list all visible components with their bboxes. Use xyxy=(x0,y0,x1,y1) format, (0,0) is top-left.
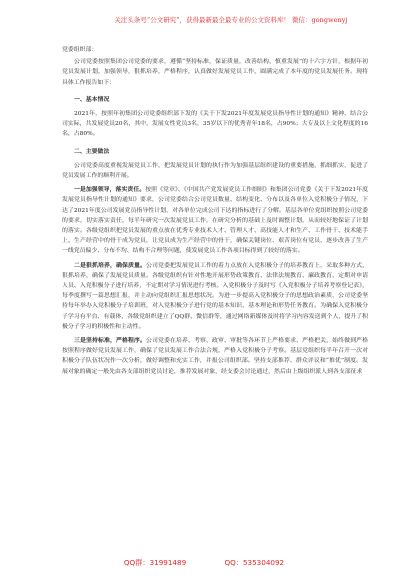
paragraph-leadership-body: 按照《党章》、《中国共产党发展党员工作细则》和集团公司党委《关于下发2021年度发展党员指导性计划的通知》要求，公司党委结合公司党员数量、结构变化、分布以及各单位入党积极分子情况，下达了2021年度公司发展党员指导性计划，对各单位完成公司下达的指标进行了分解。基层各单位党组织按照公司党委的要求，切实落实责任，每半年研究一次发展党员工作，在研究分析的基础上及时调整计划，从而较好地保证了计划的落实。各级党组织把党员发展的重点放在优秀专业技术人才、管理人才、高技能人才和生产、工作骨干、技术能手上，生产经营中的骨干成为党员，让党员成为生产经营中的骨干，确保关键岗位、艰苦岗位有党员，逐步改善了生产一线党员偏少、分布不均、结构不合理等问题，使发展党员工作各项目标得到了较好的落实。 xyxy=(62,187,369,255)
paragraph-standards-lead: 三是坚持标准，严格程序。 xyxy=(74,337,147,345)
section-2-intro: 公司党委高度重视发展党员工作，把发展党员计划的执行作为加强基层组织建设的重要措施，抓细抓实，促进了党员发展工作的顺利开展。 xyxy=(62,162,368,180)
section-1-heading: 一、基本情况 xyxy=(74,95,110,103)
paragraph-standards xyxy=(62,336,368,377)
footer-qq-number: QQ：535304092 xyxy=(224,558,285,567)
paragraph-training-lead: 二是狠抓培养，确保质量。 xyxy=(74,261,147,269)
paragraph-training-body: 公司党委把发展党员工作的着力点放在入党积极分子的培养教育上，采取多种方式，狠抓培养，确保了发展党员质量。各级党组织有针对性地开展形势政策教育、法律法规教育、廉政教育，定期对申请人员、入党积极分子进行培养，不定期对学习情况进行考核。入党积极分子及时写《入党积极分子培养考察登记表》，每季度撰写一篇思想汇报，并主动向党组织汇报思想状况。为进一步提高入党积极分子的思想政治素质，公司党委坚持每年举办入党积极分子培训班，对入党积极分子进行党的基本知识、基本理论和形势任务教育。为确保入党积极分子学习有平台、有载体，各级党组织建立了QQ群、微信群等，通过网络新媒体及时将学习内容发送到个人，提升了积极分子学习的积极性和主动性。 xyxy=(62,262,369,330)
intro-paragraph: 公司党委按照集团公司党委的要求，遵循“坚持标准，保证质量，改善结构，慎重发展”的十六字方针，根据年初党员发展计划，加强领导，狠抓培养，严格程序，认真做好发展党员工作，圆满完成了本年度的党员发展任务。现将具体工作报告如下： xyxy=(62,59,368,86)
footer-contact xyxy=(0,557,408,569)
paragraph-training xyxy=(62,261,368,332)
document-body xyxy=(62,45,368,377)
paragraph-standards-body: 公司党委在培养、考察、政审、审批等各环节上严格要求、严格把关，始终做到严格按照程序做好党员发展工作，确保了党员发展工作合法合规，严格入党积极分子考察。基层党组织每半年召开一次对积极分子队伍状况作一次分析，做好调整和充实工作，并报公司组织部。坚持支部推荐、群众评议和“推优”制度。发展对象的确定一般先由各支部组织党员讨论，推荐发展对象，经支委会讨论通过，然后由上级组织派人到各支部征求 xyxy=(62,338,369,375)
salutation: 党委组织部： xyxy=(62,47,98,53)
section-1-paragraph: 2021年，按照年初集团公司党委组织部下发的《关于下发2021年度发展党员指导性计划的通知》精神，结合公司实际，共发展党员20名，其中，发展女性党员3名，35岁以下的优秀青年18名，占90%；大专及以上文化程度的16名，占80%。 xyxy=(62,111,369,138)
footer-qq-group: QQ群：31991489 xyxy=(123,558,187,567)
header-banner: 关注头条号“公文研究”，获得最新最全最专业的公文资料库！ 微信：gongwenyj xyxy=(114,16,348,24)
paragraph-leadership-lead: 一是加强领导，落实责任。 xyxy=(74,186,146,194)
paragraph-leadership xyxy=(62,185,368,256)
section-2-heading: 二、主要做法 xyxy=(74,147,110,155)
